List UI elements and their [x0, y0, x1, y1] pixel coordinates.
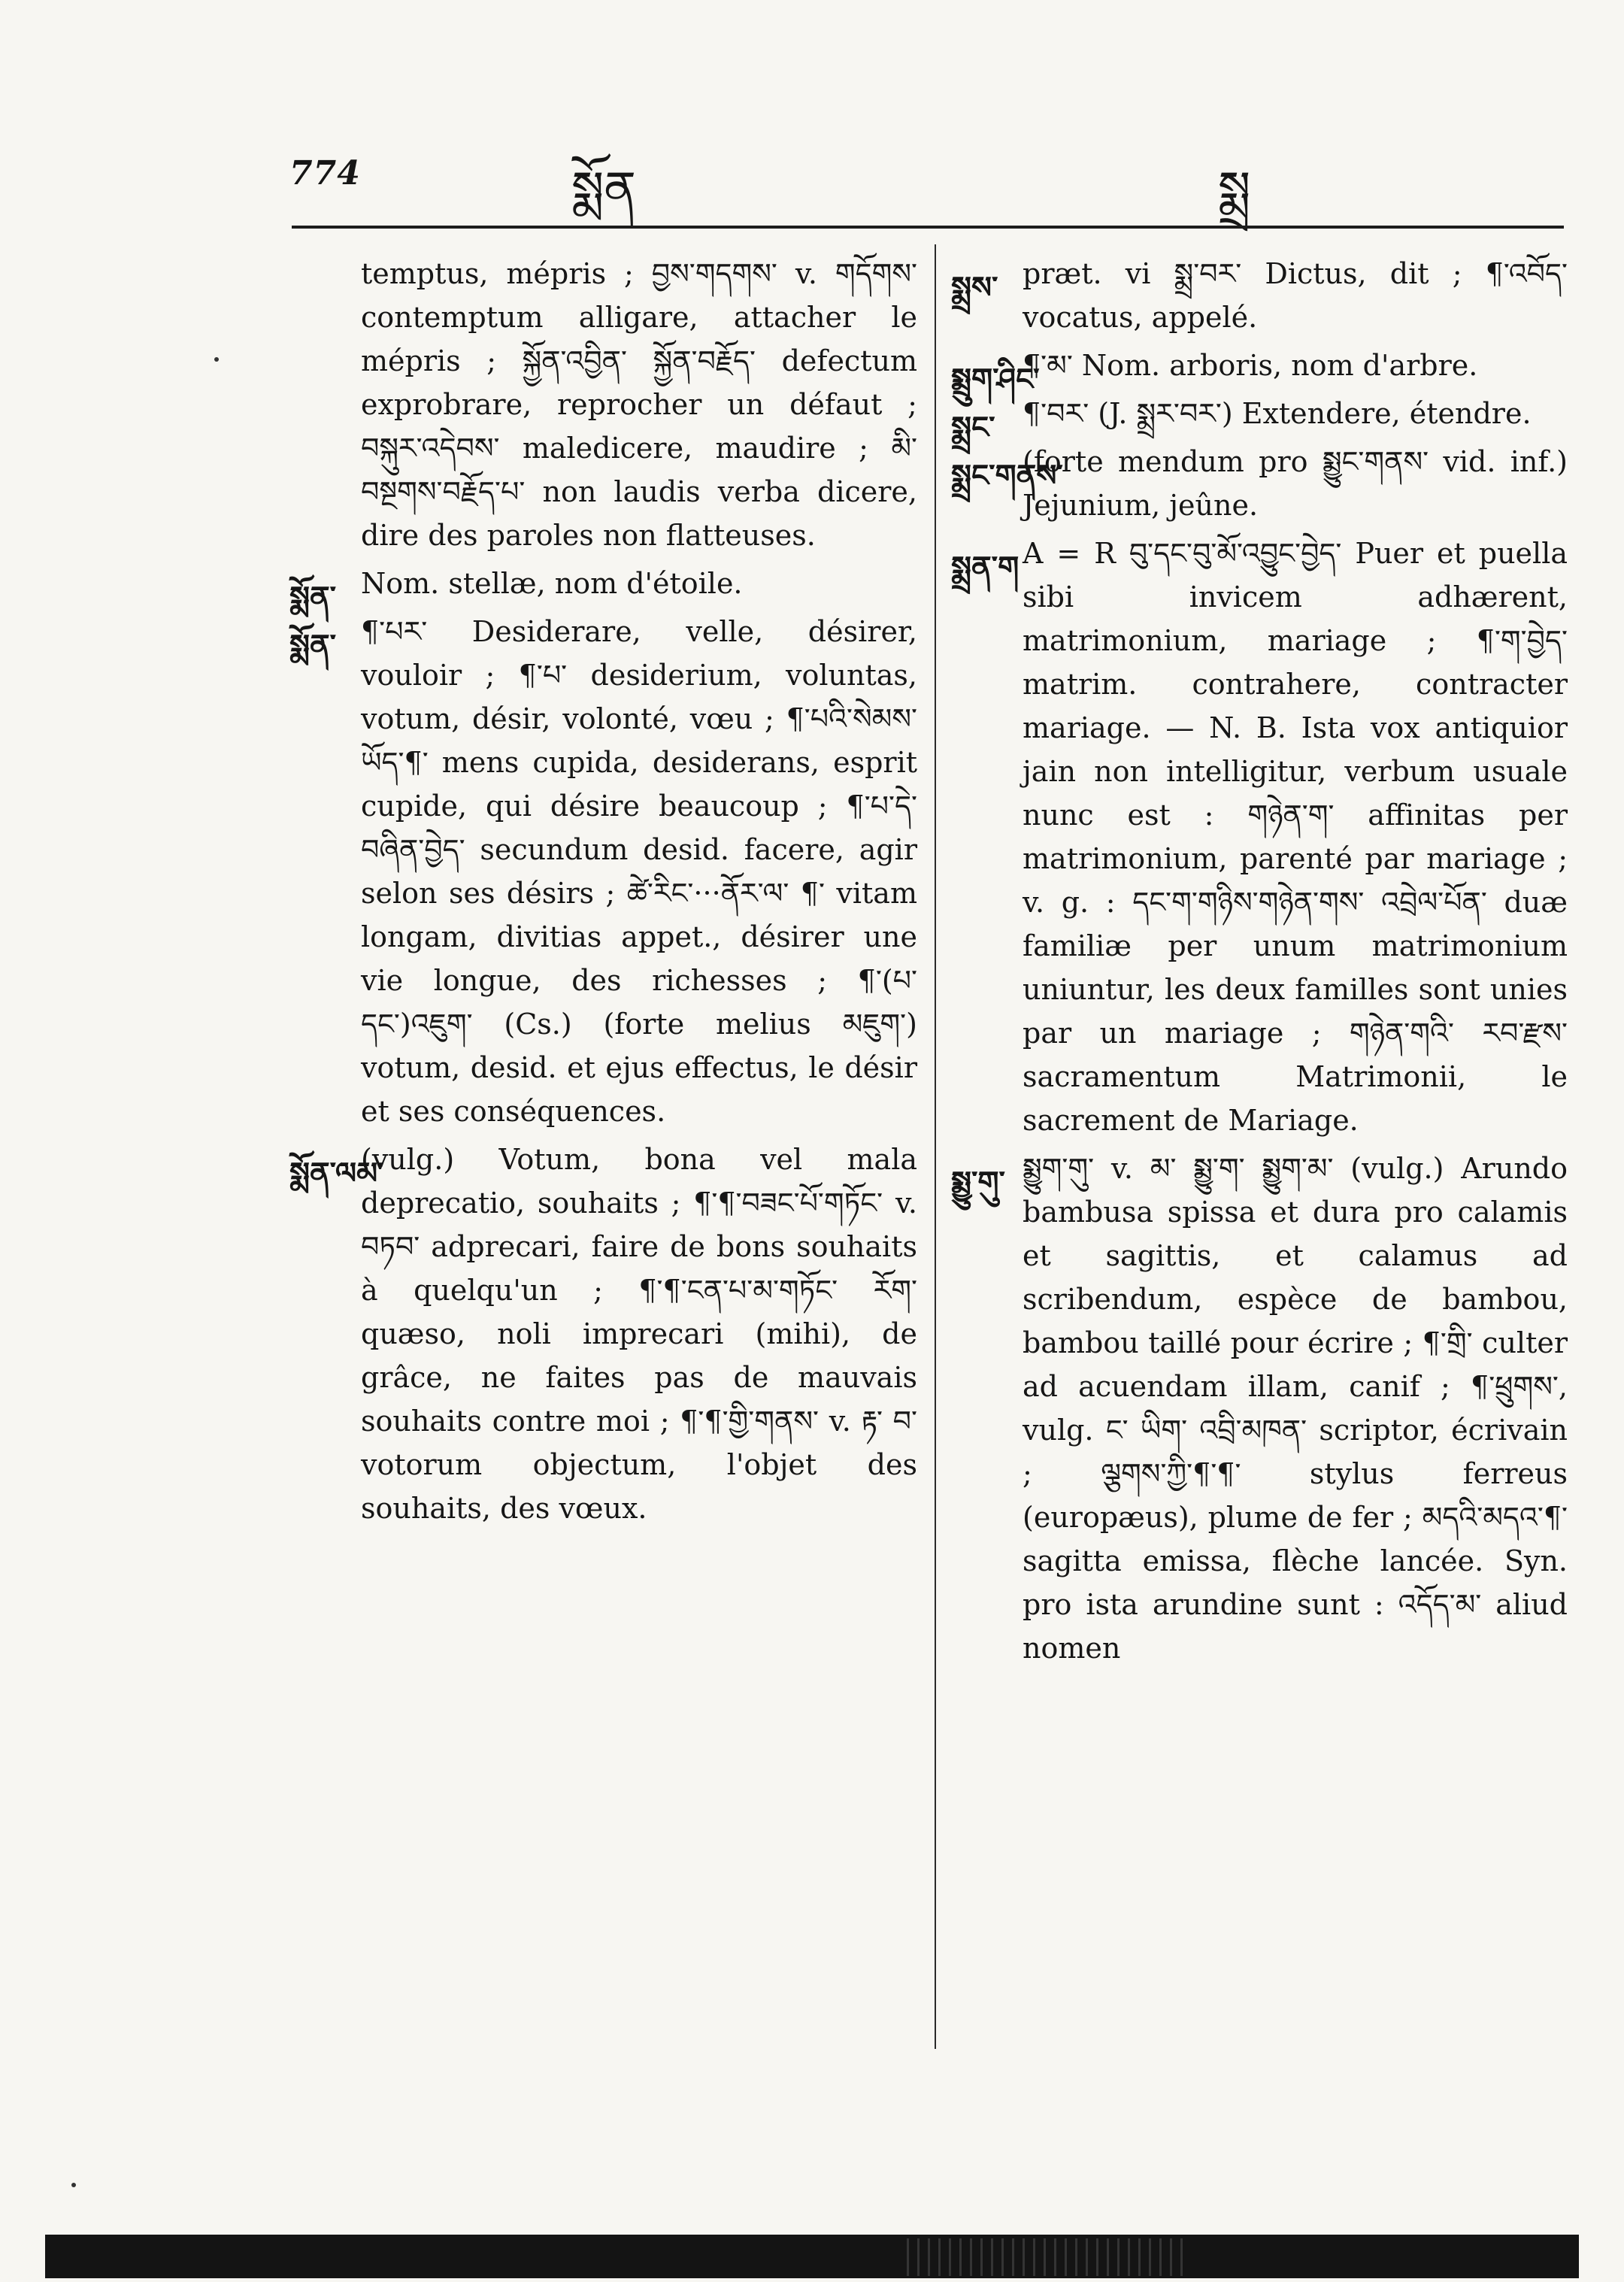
entry-text: ¶་བར་ (J. སྨྲར་བར་) Extendere, étendre.	[1023, 397, 1532, 430]
dictionary-entry	[951, 392, 1568, 445]
entry-headword: སྨྲན་ག	[951, 550, 1020, 585]
entry-headword: སྨོན་	[289, 580, 337, 615]
right-column	[951, 252, 1568, 1674]
entry-text: Nom. stellæ, nom d'étoile.	[361, 567, 743, 600]
entry-headword: སྨྲང་གནས་	[951, 458, 1063, 493]
entry-headword: སྨྱུ་གུ་	[951, 1165, 1005, 1200]
scan-speck	[71, 2183, 76, 2187]
entry-headword: སྨོན་	[289, 628, 337, 663]
dictionary-entry	[951, 532, 1568, 1142]
header-rule	[292, 226, 1564, 229]
entry-headword: སྨྲང་	[951, 410, 995, 445]
scan-speck	[214, 357, 219, 362]
dictionary-entry	[289, 252, 917, 557]
dictionary-entry	[951, 252, 1568, 339]
dictionary-entry	[951, 440, 1568, 527]
entry-text: (forte mendum pro སྨྱུང་གནས་ vid. inf.) Jejunium, jeûne.	[1023, 445, 1568, 522]
dictionary-entry	[289, 562, 917, 615]
dictionary-entry	[951, 344, 1568, 397]
entry-text: temptus, mépris ; བྱས་གདགས་ v. གདོགས་ contemptum alligare, attacher le mépris ; སྐྱོན་འབྱིན་ སྐྱོན་བརྗོད་ defectum exprobrare, reprocher un défaut ; བསྐུར་འདེབས་ maledicere, maudire ; མི་བསྔགས་བརྗོད་པ་ non laudis verba dicere, dire des paroles non flatteuses.	[361, 257, 917, 552]
entry-text: ¶་པར་ Desiderare, velle, désirer, vouloir ; ¶་པ་ desiderium, voluntas, votum, désir, volonté, vœu ; ¶་པའི་སེམས་ ཡོད་¶་ mens cupida, desiderans, esprit cupide, qui désire beaucoup ; ¶་པ་དེ་བཞིན་བྱེད་ secundum desid. facere, agir selon ses désirs ; ཚེ་རིང་···ནོར་ལ་ ¶་ vitam longam, divitias appet., désirer une vie longue, des richesses ; ¶་(པ་ དང་)འཇུག་ (Cs.) (forte melius མཇུག་) votum, desid. et ejus effectus, le désir et ses conséquences.	[361, 615, 917, 1128]
entry-text: A = R བུ་དང་བུ་མོ་འབྱུང་བྱེད་ Puer et puella sibi invicem adhærent, matrimonium, mariage ; ¶་ག་བྱེད་ matrim. contrahere, contracter mariage. — N. B. Ista vox antiquior jain non intelligitur, verbum usuale nunc est : གཉེན་ག་ affinitas per matrimonium, parenté par mariage ; v. g. : དང་ག་གཉིས་གཉེན་གས་ འབྲེལ་པོན་ duæ familiæ per unum matrimonium uniuntur, les deux familles sont unies par un mariage ; གཉེན་གའི་ རབ་རྫས་ sacramentum Matrimonii, le sacrement de Mariage.	[1023, 537, 1568, 1137]
left-column	[289, 252, 917, 1535]
entry-headword: སྨོན་ལམ་	[289, 1156, 384, 1191]
entry-text: (vulg.) Votum, bona vel mala deprecatio, souhaits ; ¶་¶་བཟང་པོ་གཏོང་ v. བཏབ་ adprecari, faire de bons souhaits à quelqu'un ; ¶་¶་ངན་པ་མ་གཏོང་ རོག་ quæso, noli imprecari (mihi), de grâce, ne faites pas de mauvais souhaits contre moi ; ¶་¶་གྱི་གནས་ v. རྟ་ བ་ votorum objectum, l'objet des souhaits, des vœux.	[361, 1143, 917, 1525]
running-headword-left: སྨོན	[571, 162, 636, 217]
dictionary-entry	[289, 610, 917, 1133]
entry-headword: སྨྲས་	[951, 270, 998, 305]
page-header	[0, 0, 1624, 248]
entry-text: སྨྱུག་གུ་ v. མ་ སྨྱུ་ག་ སྨྱུག་མ་ (vulg.) Arundo bambusa spissa et dura pro calamis et sagittis, et calamus ad scribendum, espèce de bambou, bambou taillé pour écrire ; ¶་གྲི་ culter ad acuendam illam, canif ; ¶་ཕྲུགས་, vulg. ང་ ཡིག་ འབྲི་མཁན་ scriptor, écrivain ; ལྕགས་ཀྱི་¶་¶་ stylus ferreus (europæus), plume de fer ; མདའི་མདའ་¶་ sagitta emissa, flèche lancée. Syn. pro ista arundine sunt : འདོད་མ་ aliud nomen	[1023, 1152, 1568, 1665]
page-number: 774	[289, 154, 361, 192]
scan-edge-bar	[45, 2235, 1579, 2278]
entry-headword: སྨྲུག་ཤིང་	[951, 362, 1040, 397]
dictionary-entry	[289, 1138, 917, 1530]
entry-text: ¶་མ་ Nom. arboris, nom d'arbre.	[1023, 349, 1478, 382]
entry-text: præt. vi སྨྲ་བར་ Dictus, dit ; ¶་འབོད་ vocatus, appelé.	[1023, 257, 1568, 334]
column-divider	[935, 244, 936, 2049]
dictionary-entry	[951, 1147, 1568, 1670]
scan-edge-noise	[902, 2238, 1188, 2276]
running-headword-right: སྨྲ	[1218, 162, 1251, 217]
